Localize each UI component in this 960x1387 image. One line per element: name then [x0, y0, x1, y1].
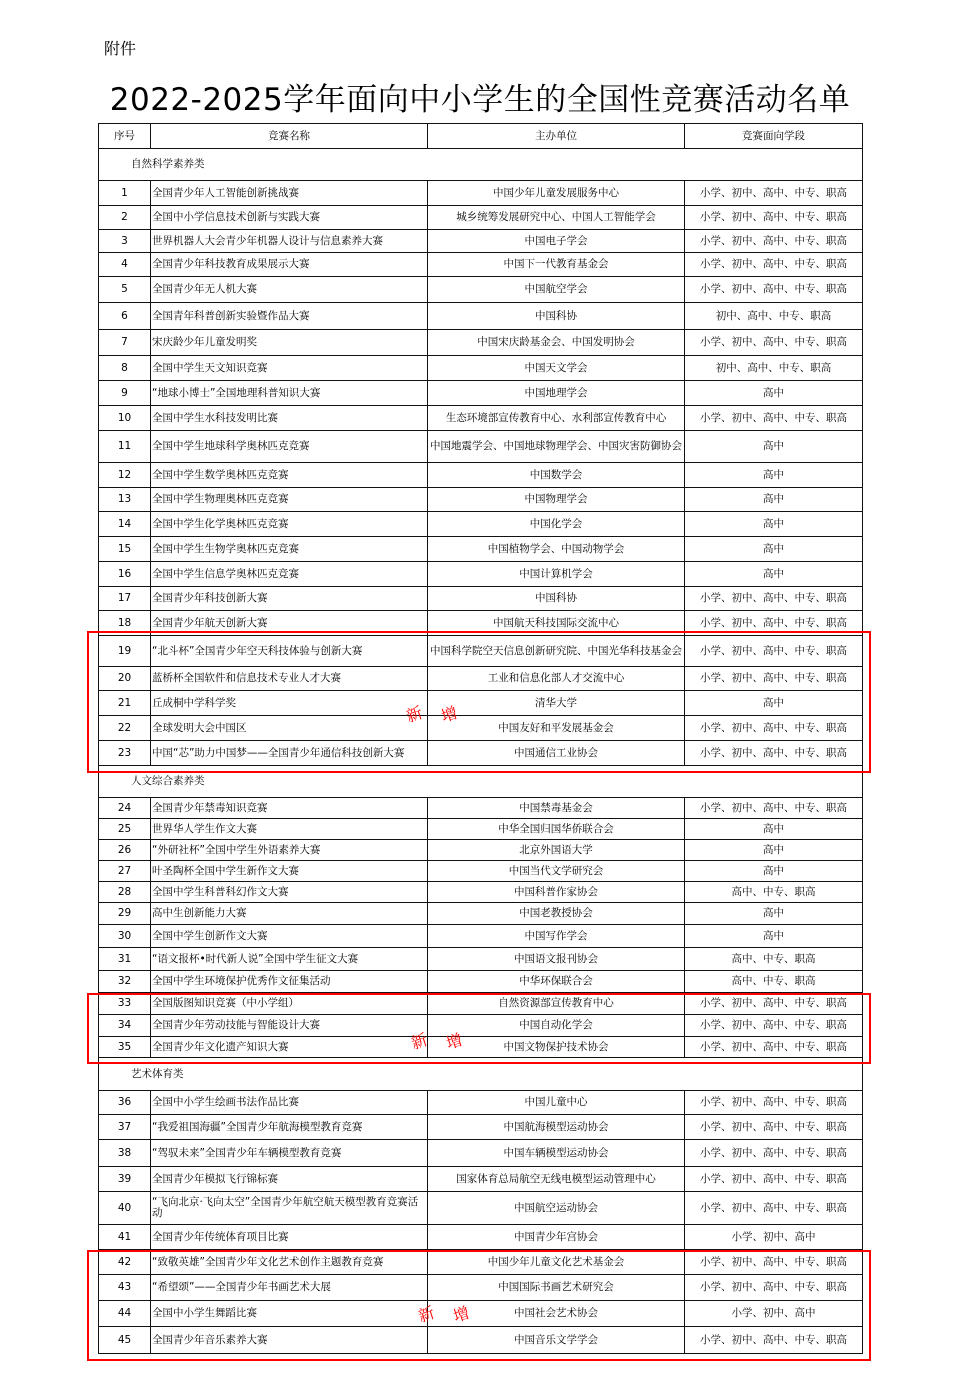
row-number: 17: [99, 587, 151, 611]
table-row: [99, 903, 863, 925]
table-row: [99, 882, 863, 903]
competition-name: 叶圣陶杯全国中学生新作文大赛: [151, 861, 428, 882]
row-number: 28: [99, 882, 151, 903]
category-row: [99, 149, 863, 181]
table-row: [99, 993, 863, 1015]
competition-name: 全国中小学信息技术创新与实践大赛: [151, 206, 428, 230]
category-label: 人文综合素养类: [99, 766, 863, 798]
category-label: 自然科学素养类: [99, 149, 863, 181]
organizer: 中国科协: [428, 587, 685, 611]
competition-name: 全国中小学生绘画书法作品比赛: [151, 1091, 428, 1115]
row-number: 43: [99, 1275, 151, 1301]
school-levels: 小学、初中、高中、中专、职高: [685, 587, 863, 611]
school-levels: 小学、初中、高中、中专、职高: [685, 206, 863, 230]
table-row: [99, 948, 863, 971]
attachment-label: 附件: [104, 39, 137, 58]
school-levels: 高中: [685, 840, 863, 861]
school-levels: 小学、初中、高中: [685, 1225, 863, 1250]
organizer: 中国下一代教育基金会: [428, 253, 685, 277]
organizer: 中国电子学会: [428, 230, 685, 253]
competition-name: 全国青少年劳动技能与智能设计大赛: [151, 1015, 428, 1037]
organizer: 中国化学会: [428, 512, 685, 537]
organizer: 中国植物学会、中国动物学会: [428, 537, 685, 562]
table-row: [99, 1115, 863, 1140]
competition-name: 全国中学生化学奥林匹克竞赛: [151, 512, 428, 537]
organizer: 自然资源部宣传教育中心: [428, 993, 685, 1015]
organizer: 清华大学: [428, 691, 685, 716]
competition-name: 全国版图知识竞赛（中小学组）: [151, 993, 428, 1015]
row-number: 35: [99, 1037, 151, 1058]
row-number: 5: [99, 277, 151, 303]
competition-name: “希望颂”——全国青少年书画艺术大展: [151, 1275, 428, 1301]
school-levels: 小学、初中、高中、中专、职高: [685, 636, 863, 667]
row-number: 18: [99, 611, 151, 636]
school-levels: 高中: [685, 431, 863, 463]
row-number: 21: [99, 691, 151, 716]
row-number: 38: [99, 1140, 151, 1167]
competition-name: 全球发明大会中国区: [151, 716, 428, 741]
competition-name: 全国中学生科普科幻作文大赛: [151, 882, 428, 903]
row-number: 1: [99, 181, 151, 206]
organizer: 中国通信工业协会: [428, 741, 685, 766]
table-row: [99, 431, 863, 463]
organizer: 中国儿童中心: [428, 1091, 685, 1115]
school-levels: 小学、初中、高中、中专、职高: [685, 667, 863, 691]
row-number: 30: [99, 925, 151, 948]
competition-name: “外研社杯”全国中学生外语素养大赛: [151, 840, 428, 861]
category-label: 艺术体育类: [99, 1058, 863, 1091]
organizer: 中华全国归国华侨联合会: [428, 819, 685, 840]
organizer: 中国科普作家协会: [428, 882, 685, 903]
page-title: 2022-2025学年面向中小学生的全国性竞赛活动名单: [109, 82, 851, 118]
column-header-levels: 竞赛面向学段: [685, 124, 863, 149]
table-row: [99, 1225, 863, 1250]
school-levels: 高中: [685, 819, 863, 840]
row-number: 31: [99, 948, 151, 971]
competition-name: 高中生创新能力大赛: [151, 903, 428, 925]
school-levels: 高中: [685, 903, 863, 925]
row-number: 12: [99, 463, 151, 488]
school-levels: 小学、初中、高中、中专、职高: [685, 798, 863, 819]
table-row: [99, 330, 863, 356]
school-levels: 小学、初中、高中、中专、职高: [685, 716, 863, 741]
organizer: 中国禁毒基金会: [428, 798, 685, 819]
table-row: [99, 253, 863, 277]
competition-name: 全国青年科普创新实验暨作品大赛: [151, 303, 428, 330]
organizer: 中国国际书画艺术研究会: [428, 1275, 685, 1301]
organizer: 中国航空学会: [428, 277, 685, 303]
competition-name: 全国青少年科技创新大赛: [151, 587, 428, 611]
organizer: 中国科学院空天信息创新研究院、中国光华科技基金会: [428, 636, 685, 667]
organizer: 中国计算机学会: [428, 562, 685, 587]
competition-name: 全国青少年音乐素养大赛: [151, 1327, 428, 1354]
table-row: [99, 611, 863, 636]
school-levels: 小学、初中、高中、中专、职高: [685, 1275, 863, 1301]
row-number: 26: [99, 840, 151, 861]
school-levels: 小学、初中、高中、中专、职高: [685, 230, 863, 253]
competition-table: [98, 123, 863, 1354]
row-number: 37: [99, 1115, 151, 1140]
competition-name: 世界机器人大会青少年机器人设计与信息素养大赛: [151, 230, 428, 253]
row-number: 11: [99, 431, 151, 463]
row-number: 20: [99, 667, 151, 691]
new-char: 新: [403, 702, 425, 726]
row-number: 15: [99, 537, 151, 562]
row-number: 22: [99, 716, 151, 741]
organizer: 中国科协: [428, 303, 685, 330]
competition-name: “北斗杯”全国青少年空天科技体验与创新大赛: [151, 636, 428, 667]
organizer: 北京外国语大学: [428, 840, 685, 861]
table-row: [99, 1015, 863, 1037]
table-header-row: [99, 124, 863, 149]
competition-name: 中国“芯”助力中国梦——全国青少年通信科技创新大赛: [151, 741, 428, 766]
row-number: 41: [99, 1225, 151, 1250]
competition-name: 全国青少年模拟飞行锦标赛: [151, 1167, 428, 1192]
organizer: 中国地理学会: [428, 381, 685, 406]
school-levels: 小学、初中、高中、中专、职高: [685, 1015, 863, 1037]
competition-name: “驾驭未来”全国青少年车辆模型教育竞赛: [151, 1140, 428, 1167]
table-row: [99, 1091, 863, 1115]
organizer: 中国老教授协会: [428, 903, 685, 925]
organizer: 中国社会艺术协会: [428, 1301, 685, 1327]
organizer: 中国天文学会: [428, 356, 685, 381]
school-levels: 小学、初中、高中、中专、职高: [685, 993, 863, 1015]
competition-name: 蓝桥杯全国软件和信息技术专业人才大赛: [151, 667, 428, 691]
competition-name: 全国中学生信息学奥林匹克竞赛: [151, 562, 428, 587]
school-levels: 小学、初中、高中、中专、职高: [685, 1250, 863, 1275]
school-levels: 小学、初中、高中、中专、职高: [685, 1140, 863, 1167]
table-row: [99, 819, 863, 840]
competition-name: 全国青少年文化遗产知识大赛: [151, 1037, 428, 1058]
category-row: [99, 1058, 863, 1091]
column-header-organizer: 主办单位: [428, 124, 685, 149]
competition-name: “语文报杯•时代新人说”全国中学生征文大赛: [151, 948, 428, 971]
table-row: [99, 667, 863, 691]
organizer: 中国数学会: [428, 463, 685, 488]
table-row: [99, 181, 863, 206]
added-char: 增: [438, 702, 460, 726]
organizer: 中国航空运动协会: [428, 1192, 685, 1225]
table-row: [99, 636, 863, 667]
competition-name: 世界华人学生作文大赛: [151, 819, 428, 840]
table-row: [99, 840, 863, 861]
table-row: [99, 861, 863, 882]
table-row: [99, 925, 863, 948]
competition-name: “飞向北京·飞向太空”全国青少年航空航天模型教育竞赛活动: [151, 1192, 428, 1225]
organizer: 中国少年儿童文化艺术基金会: [428, 1250, 685, 1275]
school-levels: 高中、中专、职高: [685, 882, 863, 903]
table-row: [99, 1301, 863, 1327]
table-row: [99, 1327, 863, 1354]
organizer: 中国车辆模型运动协会: [428, 1140, 685, 1167]
table-row: [99, 798, 863, 819]
competition-name: 全国中学生创新作文大赛: [151, 925, 428, 948]
school-levels: 高中: [685, 463, 863, 488]
competition-name: 全国青少年无人机大赛: [151, 277, 428, 303]
competition-name: 全国中学生水科技发明比赛: [151, 406, 428, 431]
added-char: 增: [443, 1029, 465, 1053]
table-row: [99, 562, 863, 587]
school-levels: 小学、初中、高中、中专、职高: [685, 1037, 863, 1058]
row-number: 25: [99, 819, 151, 840]
school-levels: 初中、高中、中专、职高: [685, 356, 863, 381]
row-number: 40: [99, 1192, 151, 1225]
table-row: [99, 277, 863, 303]
row-number: 13: [99, 488, 151, 512]
table-row: [99, 716, 863, 741]
competition-name: 全国中学生生物学奥林匹克竞赛: [151, 537, 428, 562]
added-char: 增: [450, 1302, 472, 1326]
competition-name: 全国中小学生舞蹈比赛: [151, 1301, 428, 1327]
table-row: [99, 1167, 863, 1192]
table-row: [99, 230, 863, 253]
table-row: [99, 1250, 863, 1275]
new-char: 新: [415, 1302, 437, 1326]
school-levels: 高中: [685, 488, 863, 512]
competition-name: “地球小博士”全国地理科普知识大赛: [151, 381, 428, 406]
row-number: 34: [99, 1015, 151, 1037]
table-row: [99, 512, 863, 537]
organizer: 中国音乐文学学会: [428, 1327, 685, 1354]
school-levels: 小学、初中、高中、中专、职高: [685, 181, 863, 206]
row-number: 36: [99, 1091, 151, 1115]
organizer: 中国地震学会、中国地球物理学会、中国灾害防御协会: [428, 431, 685, 463]
school-levels: 小学、初中、高中、中专、职高: [685, 330, 863, 356]
school-levels: 小学、初中、高中、中专、职高: [685, 741, 863, 766]
organizer: 中国物理学会: [428, 488, 685, 512]
row-number: 32: [99, 971, 151, 993]
organizer: 中国少年儿童发展服务中心: [428, 181, 685, 206]
competition-name: 宋庆龄少年儿童发明奖: [151, 330, 428, 356]
organizer: 中国航天科技国际交流中心: [428, 611, 685, 636]
school-levels: 小学、初中、高中、中专、职高: [685, 1167, 863, 1192]
row-number: 44: [99, 1301, 151, 1327]
school-levels: 高中: [685, 381, 863, 406]
category-row: [99, 766, 863, 798]
organizer: 中国青少年宫协会: [428, 1225, 685, 1250]
organizer: 中国宋庆龄基金会、中国发明协会: [428, 330, 685, 356]
row-number: 10: [99, 406, 151, 431]
row-number: 23: [99, 741, 151, 766]
row-number: 6: [99, 303, 151, 330]
row-number: 45: [99, 1327, 151, 1354]
row-number: 29: [99, 903, 151, 925]
table-row: [99, 206, 863, 230]
table-row: [99, 691, 863, 716]
competition-name: 丘成桐中学科学奖: [151, 691, 428, 716]
table-row: [99, 381, 863, 406]
table-row: [99, 587, 863, 611]
table-row: [99, 741, 863, 766]
school-levels: 小学、初中、高中: [685, 1301, 863, 1327]
table-row: [99, 488, 863, 512]
row-number: 33: [99, 993, 151, 1015]
competition-name: 全国中学生环境保护优秀作文征集活动: [151, 971, 428, 993]
row-number: 14: [99, 512, 151, 537]
competition-name: “致敬英雄”全国青少年文化艺术创作主题教育竞赛: [151, 1250, 428, 1275]
school-levels: 高中: [685, 512, 863, 537]
competition-name: 全国青少年禁毒知识竞赛: [151, 798, 428, 819]
organizer: 中国航海模型运动协会: [428, 1115, 685, 1140]
column-header-name: 竞赛名称: [151, 124, 428, 149]
row-number: 3: [99, 230, 151, 253]
table-row: [99, 1192, 863, 1225]
row-number: 24: [99, 798, 151, 819]
table-row: [99, 1037, 863, 1058]
table-row: [99, 537, 863, 562]
school-levels: 高中: [685, 537, 863, 562]
school-levels: 小学、初中、高中、中专、职高: [685, 277, 863, 303]
competition-name: 全国青少年人工智能创新挑战赛: [151, 181, 428, 206]
table-row: [99, 356, 863, 381]
row-number: 16: [99, 562, 151, 587]
competition-name: “我爱祖国海疆”全国青少年航海模型教育竞赛: [151, 1115, 428, 1140]
school-levels: 高中: [685, 861, 863, 882]
table-row: [99, 463, 863, 488]
school-levels: 小学、初中、高中、中专、职高: [685, 1091, 863, 1115]
competition-name: 全国中学生物理奥林匹克竞赛: [151, 488, 428, 512]
table-row: [99, 1275, 863, 1301]
row-number: 9: [99, 381, 151, 406]
school-levels: 高中、中专、职高: [685, 948, 863, 971]
row-number: 2: [99, 206, 151, 230]
table-row: [99, 303, 863, 330]
organizer: 中国自动化学会: [428, 1015, 685, 1037]
organizer: 城乡统筹发展研究中心、中国人工智能学会: [428, 206, 685, 230]
organizer: 中国友好和平发展基金会: [428, 716, 685, 741]
table-row: [99, 1140, 863, 1167]
competition-name: 全国中学生天文知识竞赛: [151, 356, 428, 381]
organizer: 中国文物保护技术协会: [428, 1037, 685, 1058]
organizer: 工业和信息化部人才交流中心: [428, 667, 685, 691]
row-number: 4: [99, 253, 151, 277]
organizer: 中国写作学会: [428, 925, 685, 948]
organizer: 国家体育总局航空无线电模型运动管理中心: [428, 1167, 685, 1192]
school-levels: 小学、初中、高中、中专、职高: [685, 1192, 863, 1225]
competition-name: 全国青少年航天创新大赛: [151, 611, 428, 636]
row-number: 8: [99, 356, 151, 381]
organizer: 中华环保联合会: [428, 971, 685, 993]
school-levels: 高中: [685, 691, 863, 716]
school-levels: 高中: [685, 562, 863, 587]
competition-name: 全国中学生数学奥林匹克竞赛: [151, 463, 428, 488]
school-levels: 小学、初中、高中、中专、职高: [685, 406, 863, 431]
row-number: 27: [99, 861, 151, 882]
new-char: 新: [408, 1029, 430, 1053]
competition-name: 全国中学生地球科学奥林匹克竞赛: [151, 431, 428, 463]
row-number: 42: [99, 1250, 151, 1275]
school-levels: 高中: [685, 925, 863, 948]
table-row: [99, 406, 863, 431]
organizer: 中国当代文学研究会: [428, 861, 685, 882]
row-number: 19: [99, 636, 151, 667]
competition-name: 全国青少年科技教育成果展示大赛: [151, 253, 428, 277]
school-levels: 小学、初中、高中、中专、职高: [685, 1327, 863, 1354]
competition-name: 全国青少年传统体育项目比赛: [151, 1225, 428, 1250]
organizer: 生态环境部宣传教育中心、水利部宣传教育中心: [428, 406, 685, 431]
row-number: 7: [99, 330, 151, 356]
table-row: [99, 971, 863, 993]
school-levels: 初中、高中、中专、职高: [685, 303, 863, 330]
school-levels: 小学、初中、高中、中专、职高: [685, 253, 863, 277]
row-number: 39: [99, 1167, 151, 1192]
school-levels: 小学、初中、高中、中专、职高: [685, 611, 863, 636]
school-levels: 小学、初中、高中、中专、职高: [685, 1115, 863, 1140]
column-header-no: 序号: [99, 124, 151, 149]
school-levels: 高中、中专、职高: [685, 971, 863, 993]
organizer: 中国语文报刊协会: [428, 948, 685, 971]
